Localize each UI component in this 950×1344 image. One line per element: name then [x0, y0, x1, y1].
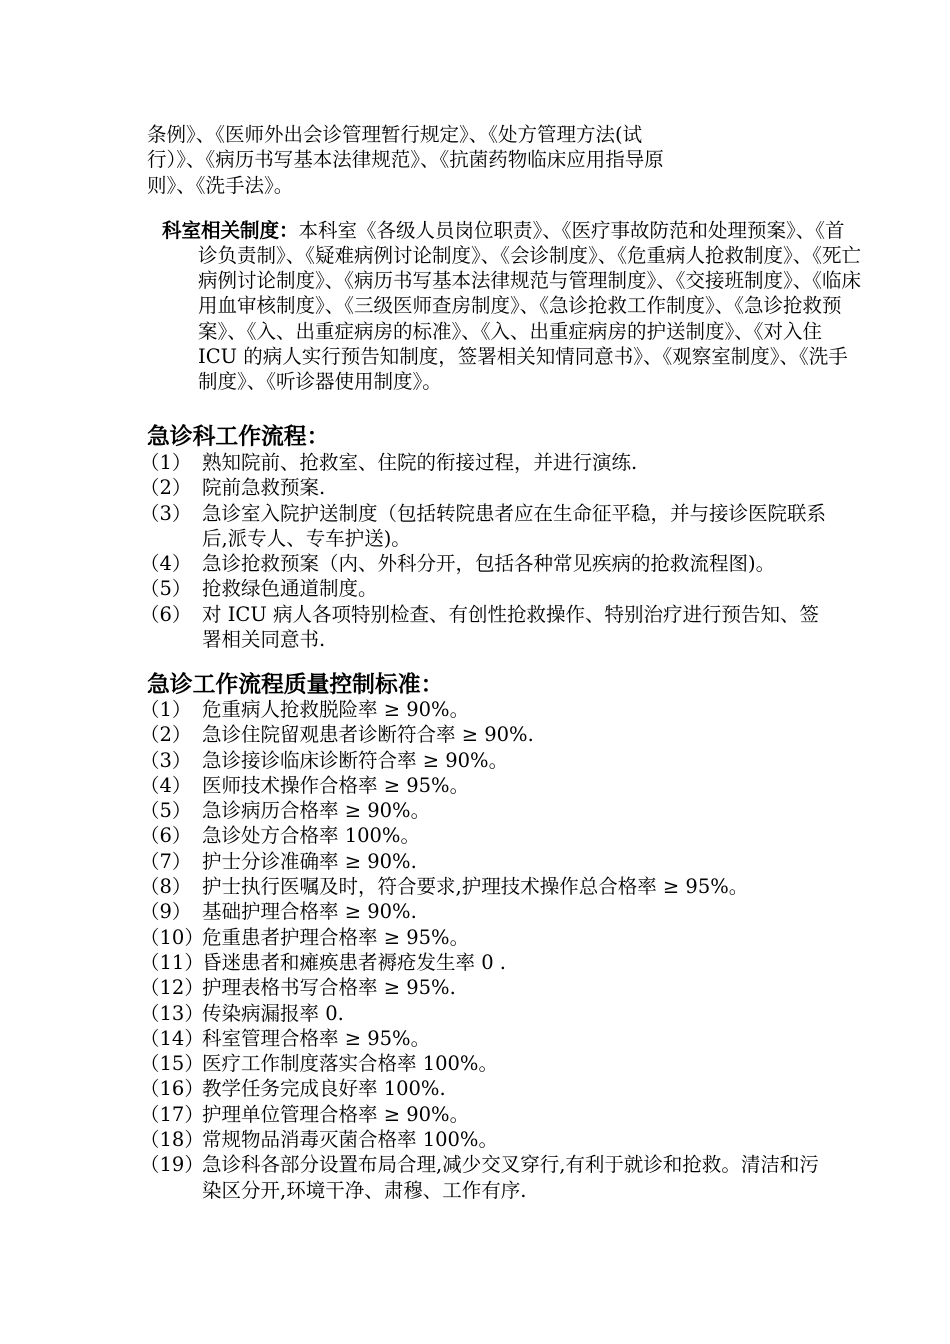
item-number: （1）	[140, 698, 192, 721]
item-number: （6）	[140, 824, 192, 848]
quality-heading: 急诊工作流程质量控制标准：	[147, 672, 444, 698]
list-item	[140, 874, 830, 899]
item-text: 急诊抢救预案（内、外科分开，包括各种常见疾病的抢救流程图)。	[202, 552, 776, 576]
workflow-heading: 急诊科工作流程：	[147, 424, 330, 450]
list-item	[140, 1127, 830, 1152]
item-text: 医师技术操作合格率 ≥ 95%。	[202, 773, 470, 797]
intro-line: 行）》、《病历书写基本法律规范》、《抗菌药物临床应用指导原	[147, 148, 664, 172]
item-text: 护理单位管理合格率 ≥ 90%。	[202, 1102, 470, 1126]
item-number: （1）	[140, 451, 192, 474]
item-text: 熟知院前、抢救室、住院的衔接过程，并进行演练.	[202, 451, 638, 474]
list-item	[140, 697, 830, 722]
list-item	[140, 551, 830, 576]
item-number: （15）	[140, 1052, 204, 1076]
item-text: 科室管理合格率 ≥ 95%。	[202, 1026, 431, 1050]
intro-paragraph	[147, 122, 827, 198]
item-number: （7）	[140, 849, 192, 873]
item-number: （2）	[140, 476, 192, 500]
list-item	[140, 722, 830, 747]
item-text: 护理表格书写合格率 ≥ 95%.	[202, 976, 456, 1000]
list-item	[140, 1152, 830, 1203]
item-text: 急诊处方合格率 100%。	[202, 824, 420, 848]
item-text: 急诊室入院护送制度（包括转院患者应在生命征平稳，并与接诊医院联系后,派专人、专车护送)。	[202, 501, 827, 550]
item-number: （4）	[140, 773, 192, 797]
list-item	[140, 773, 830, 798]
item-text: 院前急救预案.	[202, 476, 326, 500]
item-text: 急诊住院留观患者诊断符合率 ≥ 90%.	[202, 723, 534, 747]
list-item	[140, 748, 830, 773]
list-item	[140, 475, 830, 500]
dept-policy-label: 科室相关制度：	[162, 218, 299, 242]
item-text: 常规物品消毒灭菌合格率 100%。	[202, 1128, 498, 1152]
item-number: （8）	[140, 875, 192, 899]
list-item	[140, 501, 830, 552]
list-item	[140, 1001, 830, 1026]
list-item	[140, 975, 830, 1000]
list-item	[140, 925, 830, 950]
intro-line: 则》、《洗手法》。	[147, 173, 294, 197]
item-text: 护士执行医嘱及时，符合要求,护理技术操作总合格率 ≥ 95%。	[202, 875, 749, 899]
item-number: （9）	[140, 900, 192, 924]
workflow-list	[140, 450, 830, 652]
item-text: 护士分诊准确率 ≥ 90%.	[202, 849, 417, 873]
item-text: 急诊病历合格率 ≥ 90%。	[202, 799, 431, 823]
item-number: （13）	[140, 1001, 204, 1025]
item-number: （11）	[140, 950, 204, 974]
item-number: （3）	[140, 501, 192, 525]
item-number: （19）	[140, 1153, 204, 1177]
item-text: 传染病漏报率 0.	[202, 1001, 344, 1025]
item-number: （3）	[140, 748, 192, 772]
quality-list	[140, 697, 830, 1203]
item-text: 抢救绿色通道制度。	[202, 577, 378, 601]
list-item	[140, 1102, 830, 1127]
item-text: 急诊接诊临床诊断符合率 ≥ 90%。	[202, 748, 509, 772]
dept-policy-text: 本科室《各级人员岗位职责》、《医疗事故防范和处理预案》、《首诊负责制》、《疑难病例讨论制度》、《会诊制度》、《危重病人抢救制度》、《死亡病例讨论制度》、《病历书写基本法律规范与管理制度》、《交接班制度》、《临床用血审核制度》、《三级医师查房制度》、《急诊抢救工作制度》、《急诊抢救预案》、《入、出重症病房的标准》、《入、出重症病房的护送制度》、《对入住 ICU 的病人实行预告知制度，签署相关知情同意书》、《观察室制度》、《洗手制度》、《听诊器使用制度》。	[198, 218, 862, 394]
list-item	[140, 899, 830, 924]
item-text: 危重病人抢救脱险率 ≥ 90%。	[202, 698, 470, 721]
list-item	[140, 1051, 830, 1076]
list-item	[140, 823, 830, 848]
item-number: （2）	[140, 723, 192, 747]
list-item	[140, 849, 830, 874]
item-number: （5）	[140, 799, 192, 823]
item-text: 危重患者护理合格率 ≥ 95%。	[202, 925, 470, 949]
item-text: 对 ICU 病人各项特别检查、有创性抢救操作、特别治疗进行预告知、签署相关同意书.	[202, 602, 819, 652]
item-text: 基础护理合格率 ≥ 90%.	[202, 900, 417, 924]
item-number: （18）	[140, 1128, 204, 1152]
dept-policy-paragraph	[162, 218, 863, 395]
item-text: 昏迷患者和瘫痪患者褥疮发生率 0 .	[202, 950, 507, 974]
item-number: （6）	[140, 602, 192, 626]
list-item	[140, 1026, 830, 1051]
item-text: 急诊科各部分设置布局合理,减少交叉穿行,有利于就诊和抢救。清洁和污染区分开,环境干净、肃穆、工作有序.	[202, 1153, 819, 1202]
list-item	[140, 798, 830, 823]
list-item	[140, 1076, 830, 1101]
list-item	[140, 450, 830, 475]
item-number: （16）	[140, 1077, 204, 1101]
item-number: （10）	[140, 925, 204, 949]
item-text: 医疗工作制度落实合格率 100%。	[202, 1052, 498, 1076]
list-item	[140, 576, 830, 601]
item-number: （12）	[140, 976, 204, 1000]
intro-line: 条例》、《医师外出会诊管理暂行规定》、《处方管理方法(试	[147, 123, 643, 146]
list-item	[140, 602, 830, 653]
item-number: （14）	[140, 1026, 204, 1050]
item-number: （5）	[140, 577, 192, 601]
item-number: （17）	[140, 1102, 204, 1126]
list-item	[140, 950, 830, 975]
item-number: （4）	[140, 552, 192, 576]
item-text: 教学任务完成良好率 100%.	[202, 1077, 446, 1101]
